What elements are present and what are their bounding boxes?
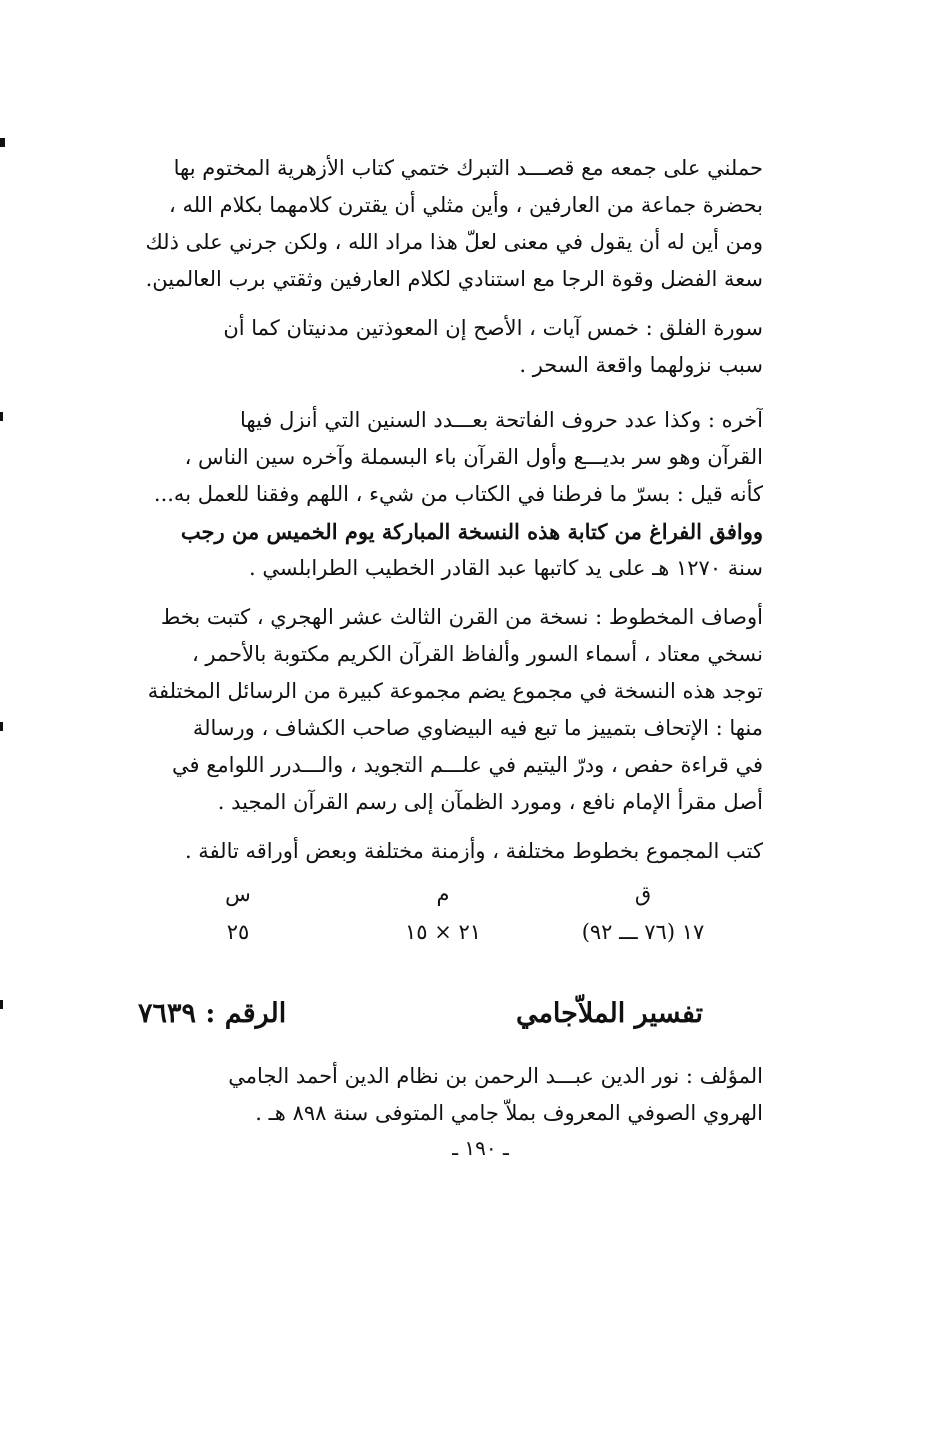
document-page [118,150,763,1160]
page-number: ـ ١٩٠ ـ [452,1136,509,1160]
measure-header-s: س [225,882,251,906]
text-line: ومن أين له أن يقول في معنى لعلّ هذا مراد الله ، ولكن جرني على ذلك [145,230,763,254]
text-line: القرآن وهو سر بديـــع وأول القرآن باء البسملة وآخره سين الناس ، [184,445,763,469]
paragraph-author [118,1058,763,1132]
entry-heading [118,992,763,1052]
text-line: ووافق الفراغ من كتابة هذه النسخة المباركة يوم الخميس من رجب [180,519,763,544]
text-line: سنة ١٢٧٠ هـ على يد كاتبها عبد القادر الخطيب الطرابلسي . [248,556,763,580]
measurements-table [118,882,763,974]
measure-value-m: ٢١ × ١٥ [404,920,482,944]
paragraph-intro [118,150,763,298]
text-line: سورة الفلق : خمس آيات ، الأصح إن المعوذتين مدنيتان كما أن [223,316,763,340]
text-line: نسخي معتاد ، أسماء السور وألفاظ القرآن الكريم مكتوبة بالأحمر ، [191,642,763,666]
author-line: المؤلف : نور الدين عبـــد الرحمن بن نظام الدين أحمد الجامي [228,1064,763,1088]
text-line: أصل مقرأ الإمام نافع ، ومورد الظمآن إلى رسم القرآن المجيد . [217,790,763,814]
edge-mark-2 [0,412,3,421]
text-line: منها : الإتحاف بتمييز ما تبع فيه البيضاوي صاحب الكشاف ، ورسالة [192,716,763,740]
text-line: كتب المجموع بخطوط مختلفة ، وأزمنة مختلفة وبعض أوراقه تالفة . [184,839,763,863]
text-line: آخره : وكذا عدد حروف الفاتحة بعـــدد السنين التي أنزل فيها [239,408,763,432]
text-line: كأنه قيل : بسرّ ما فرطنا في الكتاب من شيء ، اللهم وفقنا للعمل به... [153,482,763,506]
paragraph-description [118,599,763,821]
author-line: الهروي الصوفي المعروف بملاّ جامي المتوفى سنة ٨٩٨ هـ . [255,1101,763,1125]
book-title: تفسير الملاّجامي [515,998,703,1029]
text-line: توجد هذه النسخة في مجموع يضم مجموعة كبيرة من الرسائل المختلفة [147,679,763,703]
paragraph-ending [118,402,763,587]
text-line: في قراءة حفص ، ودرّ اليتيم في علـــم التجويد ، والـــدرر اللوامع في [172,753,763,777]
measure-value-s: ٢٥ [226,920,250,944]
measure-value-q: ١٧ (٧٦ ـــ ٩٢) [581,920,705,944]
measure-header-m: م [436,882,450,906]
text-line: سعة الفضل وقوة الرجا مع استنادي لكلام العارفين وثقتي برب العالمين. [145,267,763,291]
text-line: سبب نزولهما واقعة السحر . [519,353,763,377]
book-number: الرقم : ٧٦٣٩ [138,998,287,1029]
text-line: أوصاف المخطوط : نسخة من القرن الثالث عشر الهجري ، كتبت بخط [160,605,763,629]
paragraph-surah [118,310,763,384]
measure-header-q: ق [634,882,652,906]
edge-mark-1 [0,138,5,147]
edge-mark-4 [0,1000,3,1009]
paragraph-collection [118,833,763,870]
text-line: بحضرة جماعة من العارفين ، وأين مثلي أن يقترن كلامهما بكلام الله ، [169,193,763,217]
edge-mark-3 [0,722,3,731]
text-line: حملني على جمعه مع قصـــد التبرك ختمي كتاب الأزهرية المختوم بها [173,156,763,180]
